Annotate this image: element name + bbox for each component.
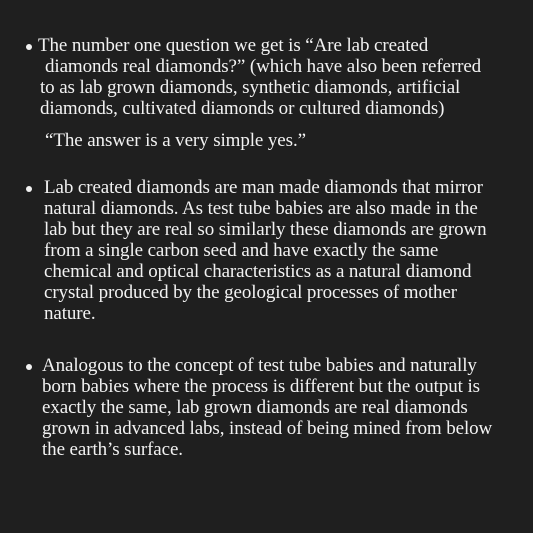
bullet-1-line-2: diamonds real diamonds?” (which have also been referred — [45, 56, 482, 77]
bullet-2-line-3: lab but they are real so similarly these diamonds are grown — [44, 219, 487, 240]
bullet-3-line-1: Analogous to the concept of test tube babies and naturally — [42, 355, 477, 376]
bullet-2-line-6: crystal produced by the geological processes of mother — [44, 282, 457, 303]
bullet-2-line-4: from a single carbon seed and have exactly the same — [44, 240, 439, 261]
bullet-3-line-3: exactly the same, lab grown diamonds are real diamonds — [42, 397, 468, 418]
bullet-1-line-3: to as lab grown diamonds, synthetic diamonds, artificial — [40, 77, 461, 98]
bullet-3-line-5: the earth’s surface. — [42, 439, 183, 460]
bullet-3-line-2: born babies where the process is different but the output is — [42, 376, 480, 397]
bullet-dot-2 — [26, 186, 32, 192]
bullet-3-line-4: grown in advanced labs, instead of being mined from below — [42, 418, 493, 439]
bullet-2-line-1: Lab created diamonds are man made diamonds that mirror — [44, 177, 483, 198]
bullet-2-line-7: nature. — [44, 303, 96, 324]
bullet-dot-3 — [26, 364, 32, 370]
bullet-1-line-1: The number one question we get is “Are lab created — [38, 35, 429, 56]
bullet-dot-1 — [26, 44, 32, 50]
bullet-2-line-2: natural diamonds. As test tube babies are also made in the — [44, 198, 478, 219]
bullet-1-line-4: diamonds, cultivated diamonds or cultured diamonds) — [40, 98, 445, 119]
bullet-1-quote: “The answer is a very simple yes.” — [45, 130, 306, 151]
bullet-2-line-5: chemical and optical characteristics as a natural diamond — [44, 261, 472, 282]
